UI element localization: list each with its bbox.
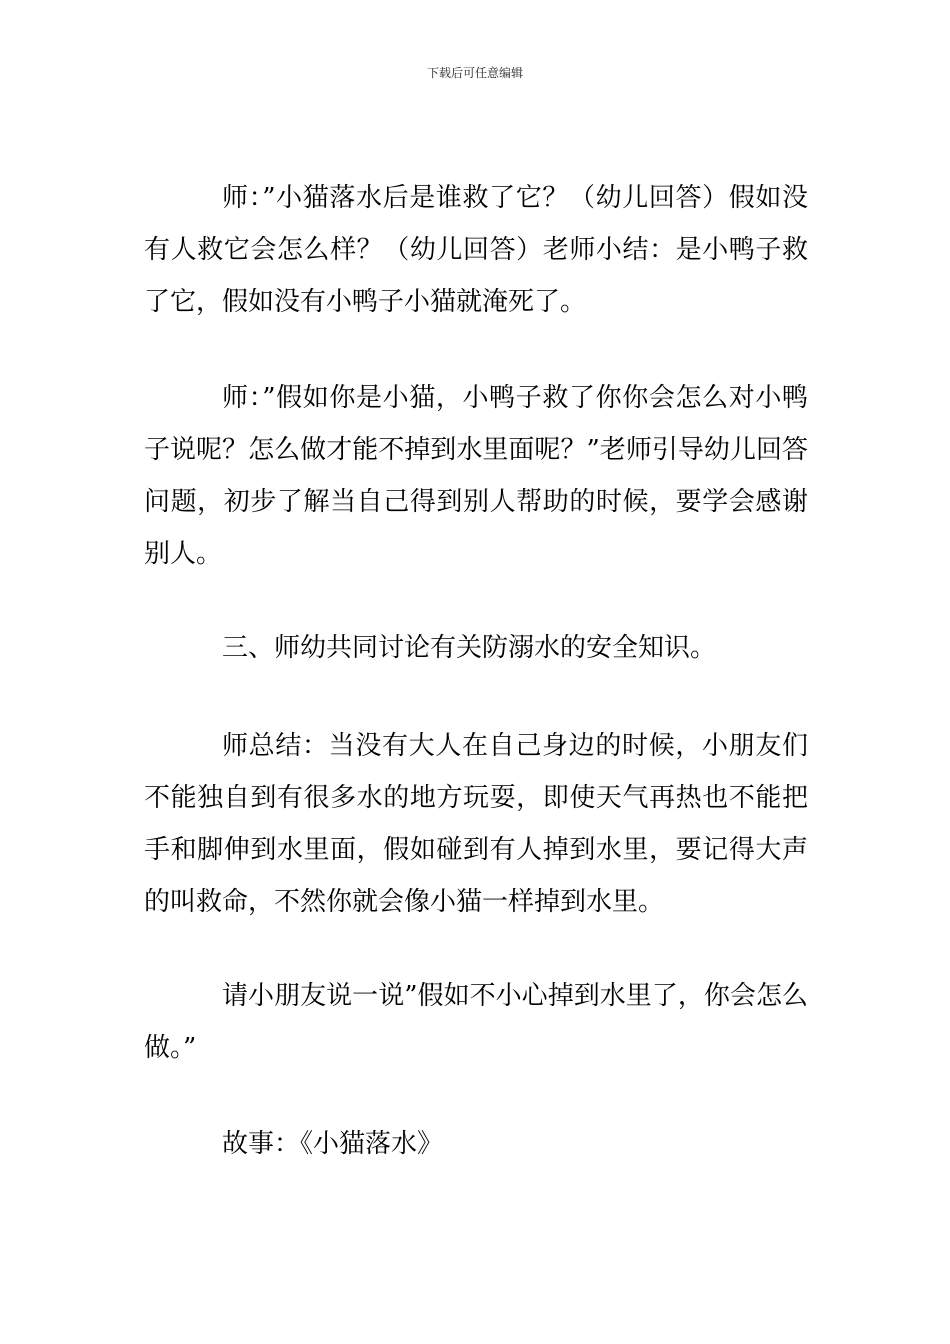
paragraph-thank-duck: 师：”假如你是小猫，小鸭子救了你你会怎么对小鸭子说呢？怎么做才能不掉到水里面呢？”老师引导幼儿回答问题，初步了解当自己得到别人帮助的时候，要学会感谢别人。 <box>144 383 808 569</box>
paragraph-story-title: 故事：《小猫落水》 <box>222 1129 444 1159</box>
section-heading-safety-discussion: 三、师幼共同讨论有关防溺水的安全知识。 <box>222 633 717 663</box>
page-header-note: 下载后可任意编辑 <box>426 66 523 80</box>
paragraph-teacher-summary: 师总结：当没有大人在自己身边的时候，小朋友们不能独自到有很多水的地方玩耍，即使天气再热也不能把手和脚伸到水里面，假如碰到有人掉到水里，要记得大声的叫救命，不然你就会像小猫一样掉到水里。 <box>144 731 808 917</box>
paragraph-rescue-question: 师：”小猫落水后是谁救了它？（幼儿回答）假如没有人救它会怎么样？（幼儿回答）老师小结：是小鸭子救了它，假如没有小鸭子小猫就淹死了。 <box>144 183 808 317</box>
paragraph-children-discuss: 请小朋友说一说”假如不小心掉到水里了，你会怎么做。” <box>144 981 808 1063</box>
